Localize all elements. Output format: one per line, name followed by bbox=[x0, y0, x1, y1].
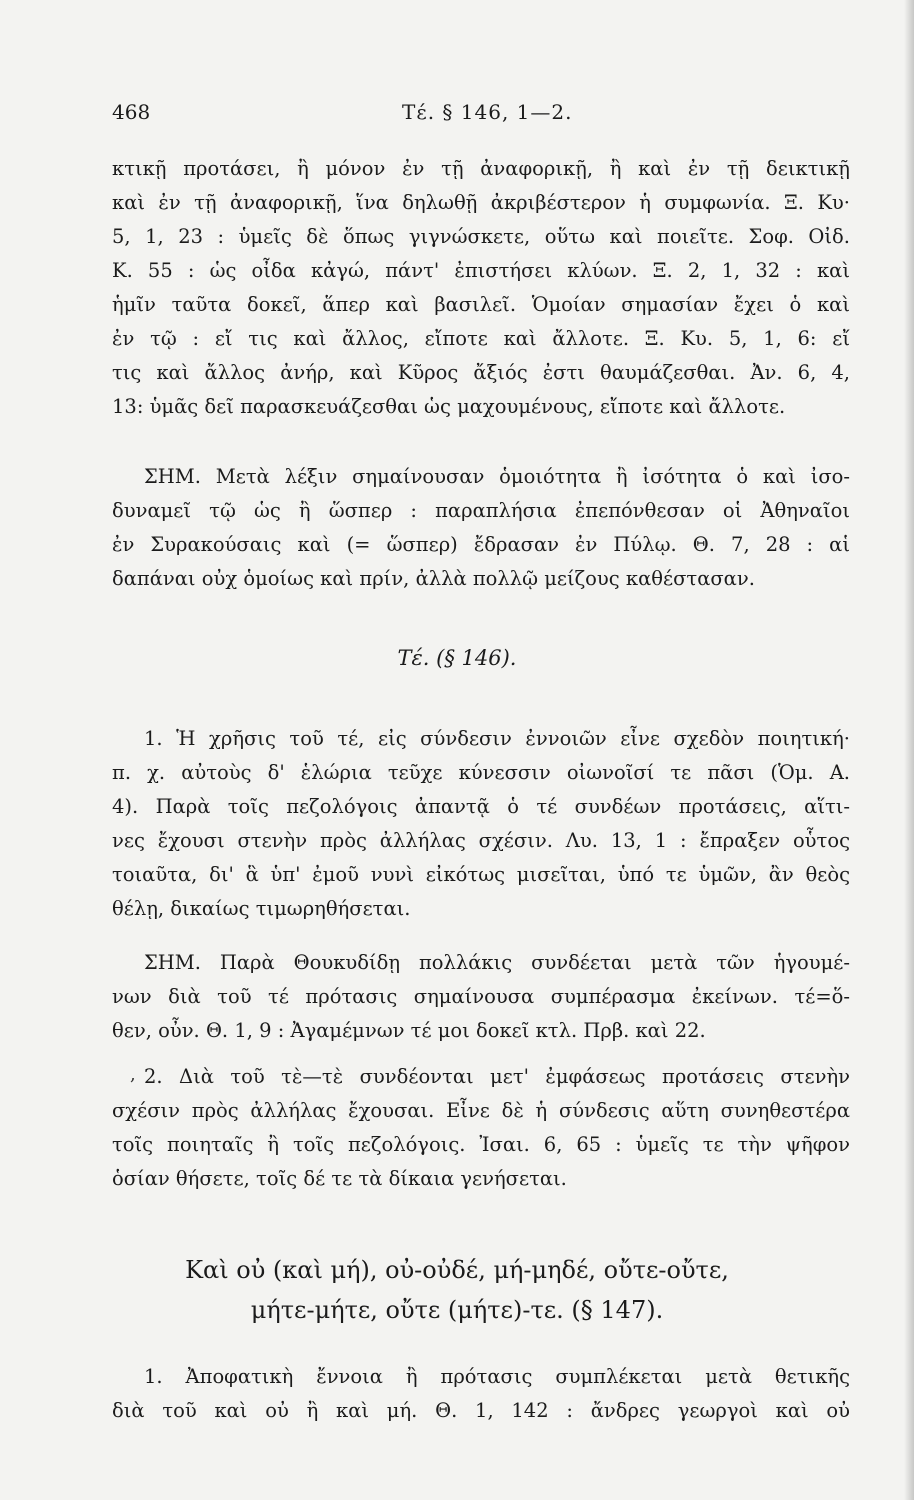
text-line: ἡμῖν ταῦτα δοκεῖ, ἅπερ καὶ βασιλεῖ. Ὁμοίαν σημασίαν ἔχει ὁ καὶ bbox=[112, 293, 850, 316]
section-item bbox=[112, 1360, 850, 1428]
section-item bbox=[112, 722, 850, 926]
header-reference: Τέ. § 146, 1—2. bbox=[402, 100, 573, 124]
note-line: θεν, οὖν. Θ. 1, 9 : Ἀγαμέμνων τέ μοι δοκεῖ κτλ. Πρβ. καὶ 22. bbox=[112, 1019, 706, 1042]
text-line: τοῖς ποιηταῖς ἢ τοῖς πεζολόγοις. Ἰσαι. 6, 65 : ὑμεῖς τε τὴν ψῆφον bbox=[112, 1133, 850, 1156]
note-block bbox=[112, 460, 850, 596]
text-line: τοιαῦτα, δι' ἃ ὑπ' ἐμοῦ νυνὶ εἰκότως μισεῖται, ὑπό τε ὑμῶν, ἂν θεὸς bbox=[112, 863, 850, 886]
section-item bbox=[112, 1060, 850, 1196]
text-line: νες ἔχουσι στενὴν πρὸς ἀλλήλας σχέσιν. Λυ. 13, 1 : ἔπραξεν οὗτος bbox=[112, 829, 850, 852]
note-line: ἐν Συρακούσαις καὶ (= ὥσπερ) ἔδρασαν ἐν Πύλῳ. Θ. 7, 28 : αἱ bbox=[112, 533, 850, 556]
text-line: π. χ. αὐτοὺς δ' ἑλώρια τεῦχε κύνεσσιν οἰωνοῖσί τε πᾶσι (Ὁμ. Α. bbox=[112, 761, 850, 784]
paragraph-continuation bbox=[112, 152, 850, 424]
note-line: ΣΗΜ. Μετὰ λέξιν σημαίνουσαν ὁμοιότητα ἢ ἰσότητα ὁ καὶ ἰσο- bbox=[144, 465, 850, 488]
text-line: 5, 1, 23 : ὑμεῖς δὲ ὅπως γιγνώσκετε, οὕτω καὶ ποιεῖτε. Σοφ. Οἰδ. bbox=[112, 225, 850, 248]
text-line: Κ. 55 : ὡς οἶδα κἀγώ, πάντ' ἐπιστήσει κλύων. Ξ. 2, 1, 32 : καὶ bbox=[112, 259, 850, 282]
section-heading-line-2: μήτε-μήτε, οὔτε (μήτε)-τε. (§ 147). bbox=[250, 1296, 664, 1324]
text-line: ὁσίαν θήσετε, τοῖς δέ τε τὰ δίκαια γενήσεται. bbox=[112, 1167, 567, 1190]
text-line: θέλῃ, δικαίως τιμωρηθήσεται. bbox=[112, 897, 411, 920]
text-line: διὰ τοῦ καὶ οὐ ἢ καὶ μή. Θ. 1, 142 : ἄνδρες γεωργοὶ καὶ οὐ bbox=[112, 1399, 850, 1422]
text-line: ἐν τῷ : εἴ τις καὶ ἄλλος, εἴποτε καὶ ἄλλοτε. Ξ. Κυ. 5, 1, 6: εἴ bbox=[112, 327, 850, 350]
section-title: Τέ. (§ 146). bbox=[397, 646, 517, 670]
note-line: δυναμεῖ τῷ ὡς ἢ ὥσπερ : παραπλήσια ἐπεπόνθεσαν οἱ Ἀθηναῖοι bbox=[112, 499, 850, 522]
text-line: 4). Παρὰ τοῖς πεζολόγοις ἀπαντᾷ ὁ τέ συνδέων προτάσεις, αἵτι- bbox=[112, 795, 850, 818]
text-line: 13: ὑμᾶς δεῖ παρασκευάζεσθαι ὡς μαχουμένους, εἴποτε καὶ ἄλλοτε. bbox=[112, 395, 786, 418]
text-line: κτικῇ προτάσει, ἢ μόνον ἐν τῇ ἀναφορικῇ, ἢ καὶ ἐν τῇ δεικτικῇ bbox=[112, 157, 850, 180]
text-line: τις καὶ ἄλλος ἀνήρ, καὶ Κῦρος ἄξιός ἐστι θαυμάζεσθαι. Ἀν. 6, 4, bbox=[112, 361, 850, 384]
note-line: δαπάναι οὐχ ὁμοίως καὶ πρίν, ἀλλὰ πολλῷ μείζους καθέστασαν. bbox=[112, 567, 755, 590]
margin-mark: , bbox=[130, 1064, 136, 1085]
text-line: 1. Ἡ χρῆσις τοῦ τέ, εἰς σύνδεσιν ἐννοιῶν εἶνε σχεδὸν ποιητική· bbox=[144, 727, 850, 750]
text-line: σχέσιν πρὸς ἀλλήλας ἔχουσαι. Εἶνε δὲ ἡ σύνδεσις αὕτη συνηθεστέρα bbox=[112, 1099, 850, 1122]
note-line: νων διὰ τοῦ τέ πρότασις σημαίνουσα συμπέρασμα ἐκείνων. τέ=ὅ- bbox=[112, 985, 850, 1008]
text-line: 2. Διὰ τοῦ τὲ—τὲ συνδέονται μετ' ἐμφάσεως προτάσεις στενὴν bbox=[144, 1065, 850, 1088]
section-heading-line-1: Καὶ οὐ (καὶ μή), οὐ-οὐδέ, μή-μηδέ, οὔτε-οὔτε, bbox=[185, 1256, 729, 1284]
page-number: 468 bbox=[112, 100, 151, 124]
running-head bbox=[112, 100, 852, 130]
note-block bbox=[112, 946, 850, 1048]
note-line: ΣΗΜ. Παρὰ Θουκυδίδῃ πολλάκις συνδέεται μετὰ τῶν ἡγουμέ- bbox=[144, 951, 850, 974]
text-line: 1. Ἀποφατικὴ ἔννοια ἢ πρότασις συμπλέκεται μετὰ θετικῆς bbox=[144, 1365, 850, 1388]
text-line: καὶ ἐν τῇ ἀναφορικῇ, ἵνα δηλωθῇ ἀκριβέστερον ἡ συμφωνία. Ξ. Κυ· bbox=[112, 191, 850, 214]
